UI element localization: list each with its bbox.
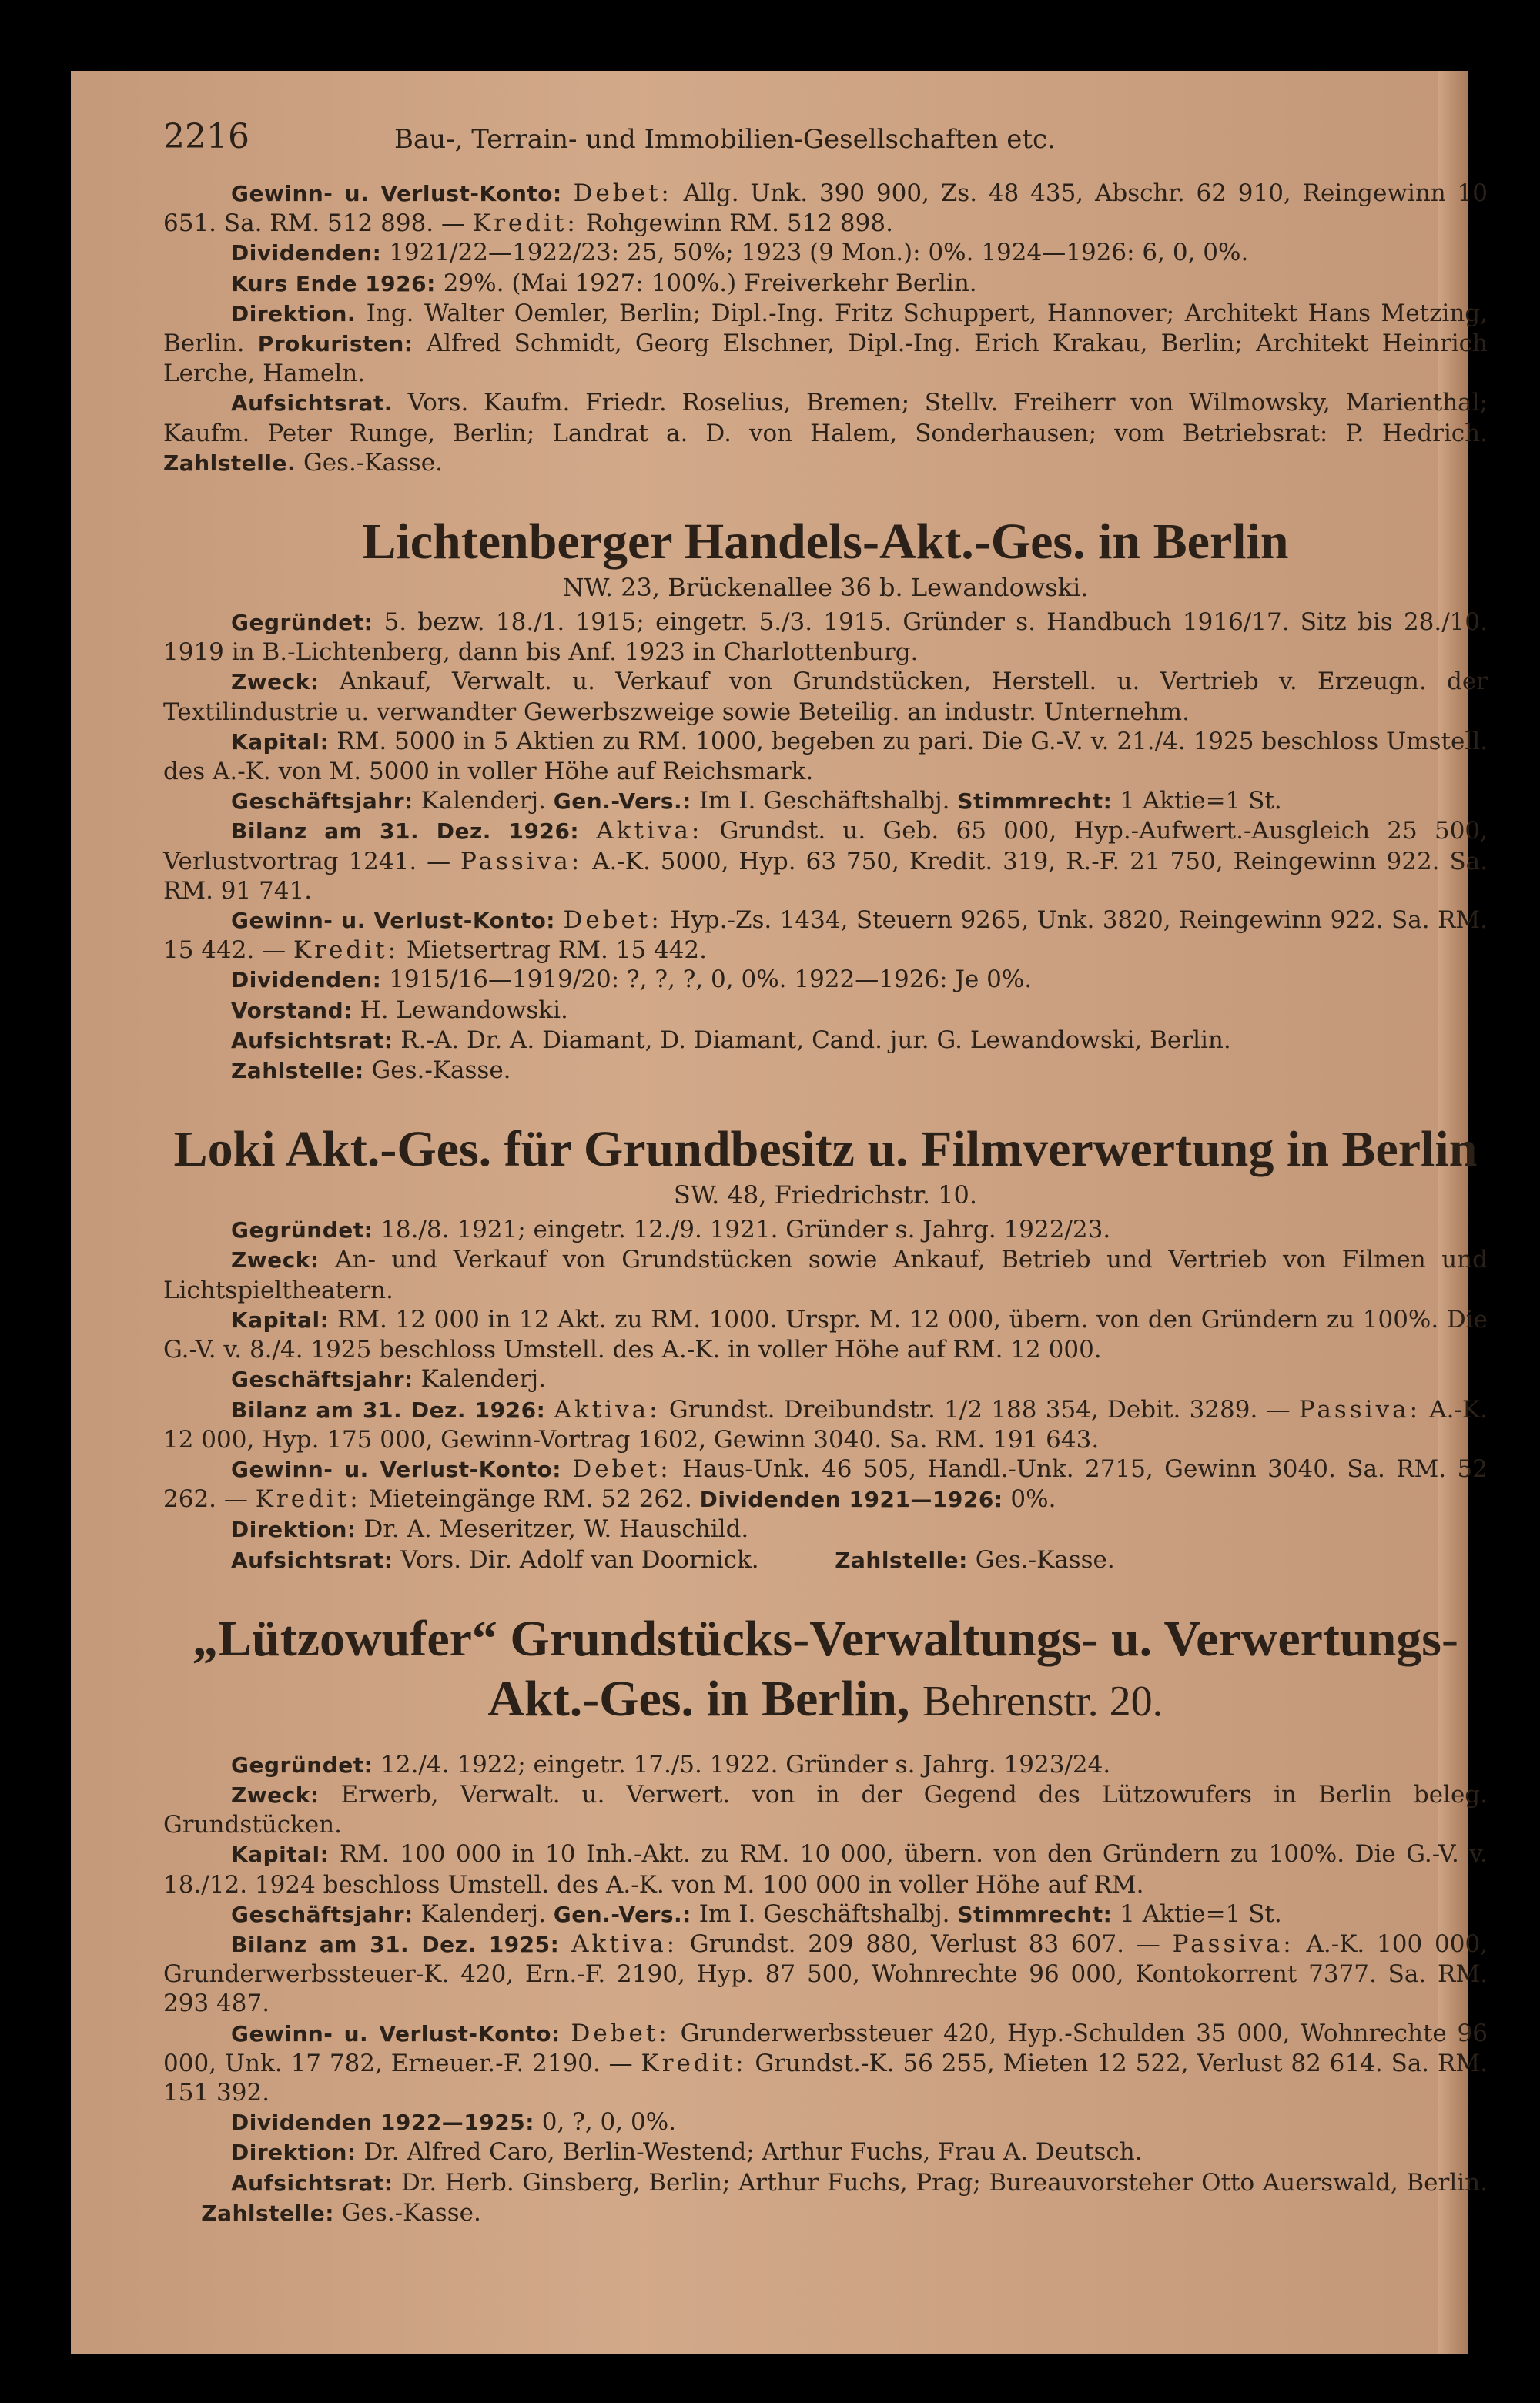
entry-loki — [163, 1120, 1488, 1575]
field-guv: Gewinn- u. Verlust-Konto: Debet: Grunderwerbssteuer 420, Hyp.-Schulden 35 000, Wohnrechte 96 000, Unk. 17 782, Erneuer.-F. 2190. — Kredit: Grundst.-K. 56 255, Mieten 12 522, Verlust 82 614. Sa. RM. 151 392. — [163, 2019, 1488, 2107]
field-vorstand: Vorstand: H. Lewandowski. — [231, 996, 568, 1024]
field-kapital: Kapital: RM. 5000 in 5 Aktien zu RM. 1000, begeben zu pari. Die G.-V. v. 21./4. 1925 beschloss Umstell. des A.-K. von M. 5000 in voller Höhe auf Reichsmark. — [163, 727, 1488, 786]
field-aufsichtsrat: Aufsichtsrat: R.-A. Dr. A. Diamant, D. Diamant, Cand. jur. G. Lewandowski, Berlin. — [231, 1026, 1231, 1054]
field-geschaeftsjahr: Geschäftsjahr: Kalenderj. — [231, 1365, 546, 1394]
prev-direktion: Direktion. Ing. Walter Oemler, Berlin; Dipl.-Ing. Fritz Schuppert, Hannover; Architekt Hans Metzing, Berlin. Prokuristen: Alfred Schmidt, Georg Elschner, Dipl.-Ing. Erich Krakau, Berlin; Architekt Heinrich Lerche, Hameln. — [163, 299, 1488, 388]
field-bilanz: Bilanz am 31. Dez. 1926: Aktiva: Grundst. u. Geb. 65 000, Hyp.-Aufwert.-Ausgleich 25 500, Verlustvortrag 1241. — Passiva: A.-K. 5000, Hyp. 63 750, Kredit. 319, R.-F. 21 750, Reingewinn 922. Sa. RM. 91 741. — [163, 817, 1488, 905]
field-aufsichtsrat: Aufsichtsrat: Vors. Dir. Adolf van Doornick. Zahlstelle: Ges.-Kasse. — [231, 1545, 1115, 1574]
field-guv: Gewinn- u. Verlust-Konto: Debet: Hyp.-Zs. 1434, Steuern 9265, Unk. 3820, Reingewinn 922. Sa. RM. 15 442. — Kredit: Mietsertrag RM. 15 442. — [163, 906, 1488, 965]
field-gegruendet: Gegründet: 12./4. 1922; eingetr. 17./5. 1922. Gründer s. Jahrg. 1923/24. — [231, 1750, 1111, 1779]
page-content — [163, 117, 1488, 2228]
page-number: 2216 — [163, 117, 249, 156]
field-geschaeftsjahr: Geschäftsjahr: Kalenderj. Gen.-Vers.: Im I. Geschäftshalbj. Stimmrecht: 1 Aktie=1 St. — [231, 787, 1282, 815]
prev-guv: Gewinn- u. Verlust-Konto: Debet: Allg. Unk. 390 900, Zs. 48 435, Abschr. 62 910, Reingewinn 10 651. Sa. RM. 512 898. — Kredit: Rohgewinn RM. 512 898. — [163, 179, 1488, 238]
field-dividenden: Dividenden: 1915/16—1919/20: ?, ?, ?, 0, 0%. 1922—1926: Je 0%. — [231, 966, 1033, 994]
company-title-line1: „Lützowufer“ Grundstücks-Verwaltungs- u. Verwertungs- — [192, 1610, 1458, 1667]
field-direktion: Direktion: Dr. A. Meseritzer, W. Hauschild. — [231, 1515, 749, 1544]
field-zweck: Zweck: Erwerb, Verwalt. u. Verwert. von in der Gegend des Lützowufers in Berlin beleg. Grundstücken. — [163, 1780, 1488, 1839]
prev-aufsichtsrat: Aufsichtsrat. Vors. Kaufm. Friedr. Roselius, Bremen; Stellv. Freiherr von Wilmowsky, Marienthal; Kaufm. Peter Runge, Berlin; Landrat a. D. von Halem, Sonderhausen; vom Betriebsrat: P. Hedrich. Zahlstelle. Ges.-Kasse. — [163, 389, 1488, 477]
field-gegruendet: Gegründet: 5. bezw. 18./1. 1915; eingetr. 5./3. 1915. Gründer s. Handbuch 1916/17. Sitz bis 28./10. 1919 in B.-Lichtenberg, dann bis Anf. 1923 in Charlottenburg. — [163, 608, 1488, 667]
prev-kurs: Kurs Ende 1926: 29%. (Mai 1927: 100%.) Freiverkehr Berlin. — [231, 269, 977, 297]
company-address: SW. 48, Friedrichstr. 10. — [673, 1180, 978, 1210]
company-title-line2: Akt.-Ges. in Berlin, Behrenstr. 20. — [487, 1670, 1163, 1727]
field-zweck: Zweck: An- und Verkauf von Grundstücken sowie Ankauf, Betrieb und Vertrieb von Filmen und Lichtspieltheatern. — [163, 1246, 1488, 1304]
field-dividenden: Dividenden 1922—1925: 0, ?, 0, 0%. — [231, 2108, 677, 2137]
running-title: Bau-, Terrain- und Immobilien-Gesellschaften etc. — [394, 124, 1056, 155]
field-gegruendet: Gegründet: 18./8. 1921; eingetr. 12./9. 1921. Gründer s. Jahrg. 1922/23. — [231, 1216, 1111, 1244]
field-zweck: Zweck: Ankauf, Verwalt. u. Verkauf von Grundstücken, Herstell. u. Vertrieb v. Erzeugn. der Textilindustrie u. verwandter Gewerbszweige sowie Beteilig. an industr. Unternehm. — [163, 668, 1488, 726]
field-bilanz: Bilanz am 31. Dez. 1925: Aktiva: Grundst. 209 880, Verlust 83 607. — Passiva: A.-K. 100 000, Grunderwerbssteuer-K. 420, Ern.-F. 2190, Hyp. 87 500, Wohnrechte 96 000, Kontokorrent 7377. Sa. RM. 293 487. — [163, 1929, 1488, 2018]
company-title: Loki Akt.-Ges. für Grundbesitz u. Filmverwertung in Berlin — [173, 1121, 1478, 1178]
company-title: Lichtenberger Handels-Akt.-Ges. in Berlin — [362, 514, 1289, 571]
company-address: NW. 23, Brückenallee 36 b. Lewandowski. — [562, 573, 1089, 603]
field-kapital: Kapital: RM. 100 000 in 10 Inh.-Akt. zu RM. 10 000, übern. von den Gründern zu 100%. Die G.-V. v. 18./12. 1924 beschloss Umstell. des A.-K. von M. 100 000 in voller Höhe auf RM. — [163, 1840, 1488, 1899]
entry-luetzowufer — [163, 1609, 1488, 2228]
field-direktion: Direktion: Dr. Alfred Caro, Berlin-Westend; Arthur Fuchs, Frau A. Deutsch. — [231, 2138, 1143, 2167]
field-guv: Gewinn- u. Verlust-Konto: Debet: Haus-Unk. 46 505, Handl.-Unk. 2715, Gewinn 3040. Sa. RM. 52 262. — Kredit: Mieteingänge RM. 52 262. Dividenden 1921—1926: 0%. — [163, 1454, 1488, 1514]
field-aufsichtsrat: Aufsichtsrat: Dr. Herb. Ginsberg, Berlin; Arthur Fuchs, Prag; Bureauvorsteher Otto Auerswald, Berlin. Zahlstelle: Ges.-Kasse. — [201, 2168, 1488, 2227]
previous-entry — [163, 179, 1488, 478]
book-page — [71, 71, 1488, 2354]
field-kapital: Kapital: RM. 12 000 in 12 Akt. zu RM. 1000. Urspr. M. 12 000, übern. von den Gründern zu 100%. Die G.-V. v. 8./4. 1925 beschloss Umstell. des A.-K. in voller Höhe auf RM. 12 000. — [163, 1305, 1488, 1364]
field-zahlstelle: Zahlstelle: Ges.-Kasse. — [231, 1056, 511, 1085]
page-header — [163, 117, 1488, 179]
field-bilanz: Bilanz am 31. Dez. 1926: Aktiva: Grundst. Dreibundstr. 1/2 188 354, Debit. 3289. — Passiva: A.-K. 12 000, Hyp. 175 000, Gewinn-Vortrag 1602, Gewinn 3040. Sa. RM. 191 643. — [163, 1395, 1488, 1454]
prev-dividenden: Dividenden: 1921/22—1922/23: 25, 50%; 1923 (9 Mon.): 0%. 1924—1926: 6, 0, 0%. — [231, 239, 1249, 267]
field-geschaeftsjahr: Geschäftsjahr: Kalenderj. Gen.-Vers.: Im I. Geschäftshalbj. Stimmrecht: 1 Aktie=1 St. — [231, 1899, 1282, 1928]
entry-lichtenberger — [163, 512, 1488, 1086]
